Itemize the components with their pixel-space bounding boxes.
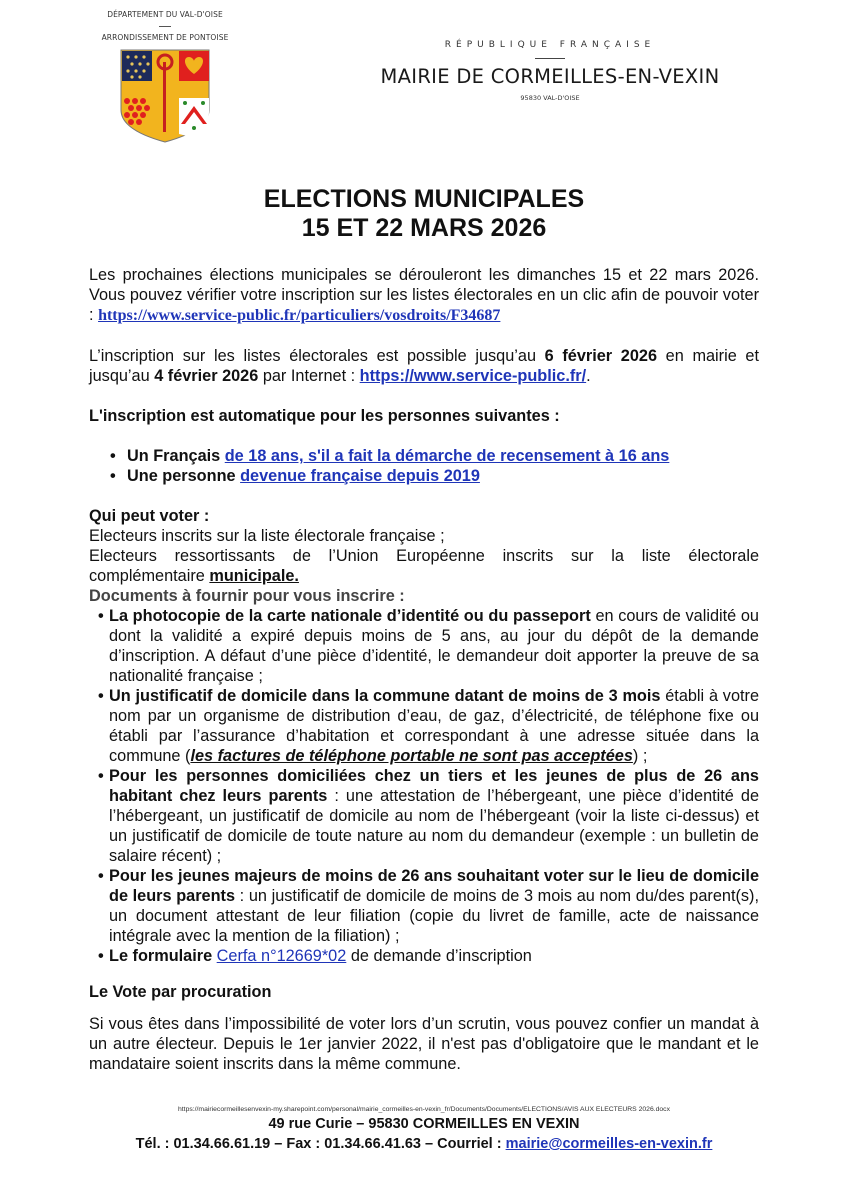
documents-list [89, 606, 759, 966]
coat-of-arms-icon [119, 48, 211, 144]
item-label: Une personne [127, 467, 241, 485]
document-path: https://mairiecormeillesenvexin-my.sharepoint.com/personal/mairie_cormeilles-en-vexin_fr/Documents/Documents/ELECTIONS/AVIS AUX ELECTEURS 2026.docx [178, 1106, 670, 1113]
mairie-block [352, 40, 748, 102]
footer [0, 1106, 848, 1153]
item-text: : une attestation de l’hébergeant, une pièce d’identité de l’hébergeant, un justificatif de domicile au nom de l’hébergeant (voir la liste ci-dessus) et un justificatif de domicile de toute nature au nom du demandeur (exemple : un bulletin de salaire récent) ; [109, 787, 759, 865]
divider [535, 58, 565, 59]
list-item [113, 446, 759, 466]
recensement-link[interactable]: de 18 ans, s'il a fait la démarche de recensement à 16 ans [224, 447, 670, 465]
who-heading: Qui peut voter : [89, 507, 210, 525]
divider [159, 26, 171, 27]
footer-address: 49 rue Curie – 95830 CORMEILLES EN VEXIN [268, 1116, 580, 1132]
automatic-heading: L'inscription est automatique pour les personnes suivantes : [89, 407, 560, 425]
mairie-name: MAIRIE DE CORMEILLES-EN-VEXIN [380, 65, 720, 88]
email-link[interactable]: mairie@cormeilles-en-vexin.fr [505, 1136, 713, 1152]
list-item [89, 686, 759, 766]
deadline-internet: 4 février 2026 [154, 367, 259, 385]
who-text: Electeurs ressortissants de l’Union Européenne inscrits sur la liste électorale complémentaire [89, 547, 759, 585]
list-item [113, 466, 759, 486]
item-bold: La photocopie de la carte nationale d’identité ou du passeport [109, 607, 591, 625]
arrondissement-label: ARRONDISSEMENT DE PONTOISE [101, 33, 229, 42]
who-line-2 [89, 546, 759, 586]
intro-text: Les prochaines élections municipales se dérouleront les dimanches 15 et 22 mars 2026. Vous pouvez vérifier votre inscription sur les listes électorales en un clic afin de pouvoir voter : [89, 266, 759, 324]
deadline-text: en mairie et jusqu’au [89, 347, 760, 385]
document-body [89, 265, 759, 1074]
naturalisation-link[interactable]: devenue française depuis 2019 [240, 467, 480, 485]
item-emphasis: les factures de téléphone portable ne sont pas acceptées [190, 747, 633, 765]
service-public-link[interactable]: https://www.service-public.fr/ [359, 367, 587, 385]
title-line-2: 15 ET 22 MARS 2026 [301, 214, 547, 242]
who-municipale: municipale. [209, 567, 299, 585]
footer-contact [0, 1135, 848, 1153]
deadline-text: . [586, 367, 591, 385]
deadline-mairie: 6 février 2026 [544, 347, 658, 365]
deadline-paragraph [89, 346, 759, 386]
list-item [89, 766, 759, 866]
intro-paragraph [89, 265, 759, 326]
contact-text: Tél. : 01.34.66.61.19 – Fax : 01.34.66.41.63 – Courriel : [135, 1136, 506, 1152]
item-bold: Pour les jeunes majeurs de moins de 26 ans souhaitant voter sur le lieu de domicile de leurs parents [109, 867, 759, 905]
deadline-text: L’inscription sur les listes électorales est possible jusqu’au [89, 347, 545, 365]
list-item [89, 946, 759, 966]
proxy-paragraph: Si vous êtes dans l’impossibilité de voter lors d’un scrutin, vous pouvez confier un mandat à un autre électeur. Depuis le 1er janvier 2022, il n'est pas d'obligatoire que le mandant et le mandataire soient inscrits dans la même commune. [89, 1015, 759, 1073]
documents-heading: Documents à fournir pour vous inscrire : [89, 587, 405, 605]
deadline-text: par Internet : [258, 367, 360, 385]
item-text: établi à votre nom par un organisme de distribution d’eau, de gaz, d’électricité, de téléphone fixe ou établi par l’assurance d’habitation et correspondant à une adresse située dans la commune ( [109, 687, 759, 765]
cerfa-link[interactable]: Cerfa n°12669*02 [216, 947, 347, 965]
republic-label: RÉPUBLIQUE FRANÇAISE [444, 40, 656, 50]
page-title [0, 185, 848, 243]
verify-registration-link[interactable]: https://www.service-public.fr/particuliers/vosdroits/F34687 [98, 307, 501, 324]
item-text: ) ; [632, 747, 648, 765]
automatic-list [89, 446, 759, 486]
item-text: : un justificatif de domicile de moins de 3 mois au nom du/des parent(s), un document attestant de leur filiation (copie du livret de famille, acte de naissance intégrale avec la mention de la filiation) ; [109, 887, 759, 945]
item-bold: Pour les personnes domiciliées chez un tiers et les jeunes de plus de 26 ans habitant chez leurs parents [109, 767, 759, 805]
item-text: de demande d’inscription [346, 947, 532, 965]
item-bold: Un justificatif de domicile dans la commune datant de moins de 3 mois [109, 687, 661, 705]
list-item [89, 866, 759, 946]
item-text: en cours de validité ou dont la validité a expiré depuis moins de 5 ans, au jour du dépôt de la demande d’inscription. A défaut d’une pièce d’identité, le demandeur doit apporter la preuve de sa nationalité française ; [109, 607, 759, 685]
mairie-zip: 95830 VAL-D'OISE [520, 94, 580, 102]
department-label: DÉPARTEMENT DU VAL-D'OISE [107, 10, 223, 19]
title-line-1: ELECTIONS MUNICIPALES [263, 185, 585, 213]
department-block [100, 10, 230, 144]
item-label: Un Français [127, 447, 225, 465]
list-item [89, 606, 759, 686]
proxy-heading: Le Vote par procuration [89, 983, 272, 1001]
who-line-1: Electeurs inscrits sur la liste électorale française ; [89, 527, 445, 545]
item-bold: Le formulaire [109, 947, 217, 965]
